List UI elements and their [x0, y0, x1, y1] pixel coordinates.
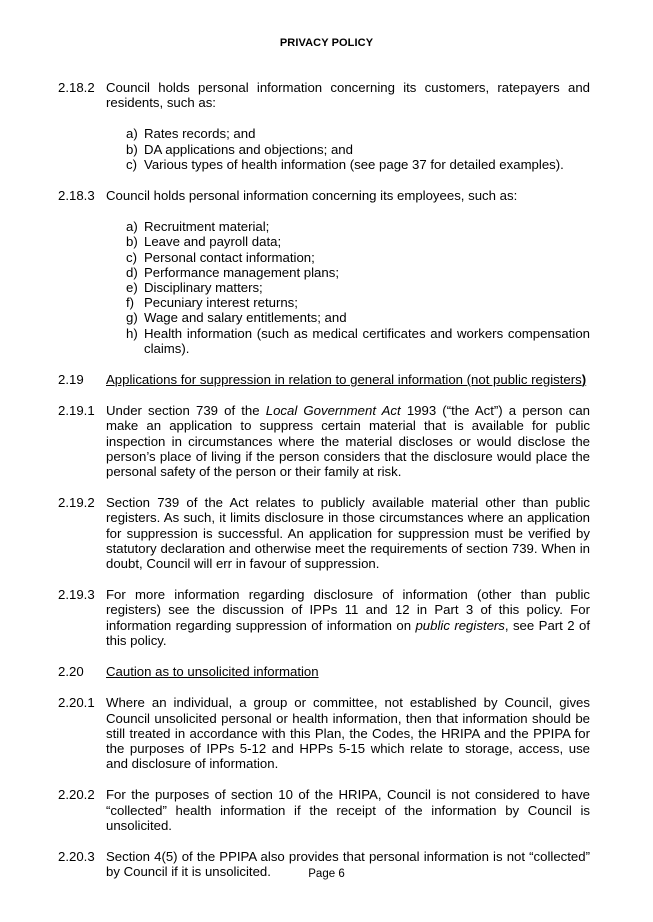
paragraph-text: For the purposes of section 10 of the HRIPA, Council is not considered to have “collected” health information if the receipt of the information by Council is unsolicited. — [106, 787, 590, 833]
paragraph-text-post: 1993 (“the Act”) a person can make an application to suppress certain material that is available for public inspection in circumstances where the material discloses or would disclose the person’s place of living if the person considers that the disclosure would place the personal safety of the person or their family at risk. — [106, 403, 591, 480]
paragraph-2-19-1 — [58, 403, 590, 479]
paragraph-text: Section 4(5) of the PPIPA also provides that personal information is not “collected” by Council if it is unsolicited. — [106, 848, 590, 880]
list-item-text: Rates records; and — [144, 126, 256, 142]
employee-info-list — [58, 219, 590, 356]
list-item-label: b) — [126, 234, 138, 250]
section-heading-2-19 — [58, 372, 590, 387]
paragraph-number: 2.19.3 — [58, 587, 95, 603]
list-item-label: a) — [126, 219, 138, 235]
list-item-label: c) — [126, 156, 137, 172]
list-item-label: d) — [126, 264, 138, 280]
paragraph-number: 2.20.1 — [58, 695, 95, 711]
section-heading-2-20 — [58, 664, 590, 679]
list-item-text: Leave and payroll data; — [144, 234, 282, 250]
list-item-label: c) — [126, 249, 137, 265]
section-heading-text: Caution as to unsolicited information — [106, 664, 319, 680]
list-item — [126, 250, 590, 265]
list-item-label: a) — [126, 126, 138, 142]
list-item — [126, 157, 590, 172]
paragraph-number: 2.20.2 — [58, 787, 95, 803]
list-item-text: Personal contact information; — [144, 249, 315, 265]
paragraph-number: 2.20.3 — [58, 848, 95, 864]
paragraph-text: Section 739 of the Act relates to publicly available material other than public registers. As such, it limits disclosure in those circumstances where an application for suppression is successful. An application for suppression must be verified by statutory declaration and otherwise meet the requirements of section 739. When in doubt, Council will err in favour of suppression. — [106, 495, 590, 572]
list-item-label: h) — [126, 325, 138, 341]
list-item-label: g) — [126, 310, 138, 326]
customer-info-list — [58, 126, 590, 172]
paragraph-text: Council holds personal information concerning its employees, such as: — [106, 188, 518, 204]
list-item-text: Disciplinary matters; — [144, 280, 263, 296]
list-item — [126, 234, 590, 249]
paragraph-text-pre: For more information regarding disclosure of information (other than public registers) see the discussion of IPPs 11 and 12 in Part 3 of this policy. For information regarding suppression of information on — [106, 587, 590, 633]
list-item — [126, 295, 590, 310]
public-registers-emphasis: public registers — [415, 617, 505, 633]
paragraph-text: Council holds personal information concerning its customers, ratepayers and residents, such as: — [106, 80, 590, 111]
list-item — [126, 219, 590, 234]
paragraph-text: Where an individual, a group or committee, not established by Council, gives Council unsolicited personal or health information, then that information should be still treated in accordance with this Plan, the Codes, the HRIPA and the PPIPA for the purposes of IPPs 5-12 and HPPs 5-15 which relate to storage, access, use and disclosure of information. — [106, 695, 590, 772]
list-item — [126, 265, 590, 280]
list-item — [126, 310, 590, 325]
list-item — [126, 326, 590, 356]
section-number: 2.20 — [58, 664, 84, 680]
list-item-label: f) — [126, 295, 135, 311]
paragraph-number: 2.18.3 — [58, 188, 95, 204]
list-item-text: Wage and salary entitlements; and — [144, 310, 347, 326]
list-item — [126, 126, 590, 141]
paragraph-2-18-3 — [58, 188, 590, 203]
act-title: Local Government Act — [265, 403, 401, 419]
paragraph-number: 2.19.2 — [58, 495, 95, 511]
list-item-text: Health information (such as medical certificates and workers compensation claims). — [144, 325, 590, 356]
list-item-text: Recruitment material; — [144, 219, 270, 235]
section-heading-text: Applications for suppression in relation to general information (not public registers — [106, 372, 582, 388]
page-number: Page 6 — [308, 868, 345, 880]
paragraph-2-18-2 — [58, 80, 590, 110]
paragraph-number: 2.19.1 — [58, 403, 95, 419]
list-item-label: b) — [126, 141, 138, 157]
list-item-text: Performance management plans; — [144, 264, 339, 280]
paragraph-2-20-1 — [58, 695, 590, 771]
paragraph-2-19-2 — [58, 495, 590, 571]
paragraph-number: 2.18.2 — [58, 80, 95, 95]
list-item-text: DA applications and objections; and — [144, 141, 353, 157]
list-item — [126, 280, 590, 295]
paragraph-2-20-2 — [58, 787, 590, 833]
paragraph-2-19-3 — [58, 587, 590, 648]
section-heading-close: ) — [581, 372, 587, 388]
list-item-text: Pecuniary interest returns; — [144, 295, 298, 311]
section-number: 2.19 — [58, 372, 84, 388]
document-body — [58, 80, 590, 879]
list-item — [126, 142, 590, 157]
paragraph-text-pre: Under section 739 of the — [106, 403, 266, 419]
paragraph-text-post: , see Part 2 of this policy. — [106, 617, 590, 648]
page-header-title: PRIVACY POLICY — [279, 37, 374, 49]
list-item-label: e) — [126, 280, 138, 296]
list-item-text: Various types of health information (see page 37 for detailed examples). — [144, 156, 564, 172]
